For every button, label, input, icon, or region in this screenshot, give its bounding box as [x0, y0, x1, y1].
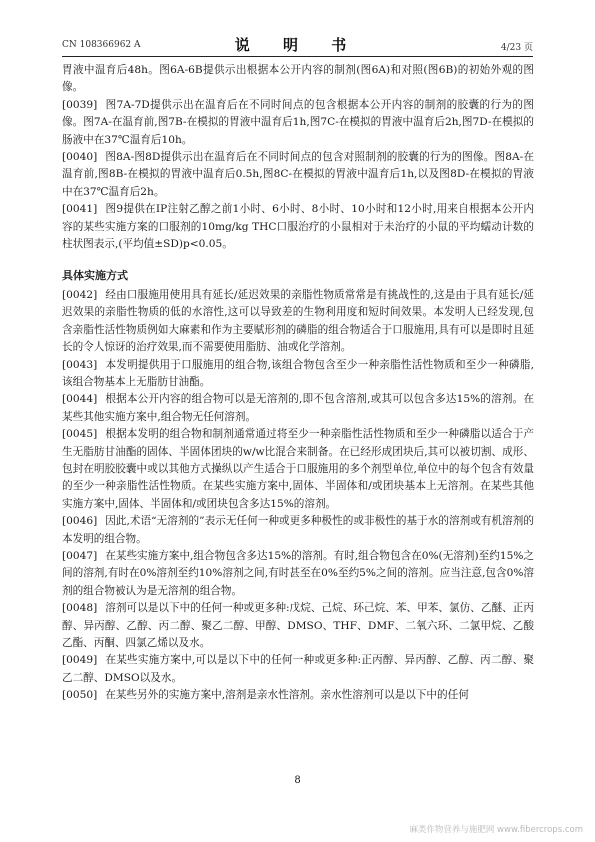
paragraph-0043: [62, 357, 534, 392]
paragraph-text: 在某些另外的实施方案中,溶剂是亲水性溶剂。亲水性溶剂可以是以下中的任何: [105, 689, 469, 702]
document-title: 说 明 书: [234, 36, 361, 54]
paragraph-0050: [62, 687, 534, 704]
page-header: [62, 34, 533, 54]
paragraph-text: 根据本公开内容的组合物可以是无溶剂的,即不包含溶剂,或其可以包含多达15%的溶剂。在某些其他实施方案中,组合物无任何溶剂。: [62, 393, 534, 423]
paragraph-0049: [62, 652, 534, 687]
paragraph-0040: [62, 149, 534, 201]
paragraph-text: 图9提供在IP注射乙醇之前1小时、6小时、8小时、10小时和12小时,用来自根据本公开内容的某些实施方案的口服剂的10mg/kg THC口服治疗的小鼠相对于未治疗的小鼠的平均蠕动计数的柱状图表示,(平均值±SD)p<0.05。: [62, 203, 534, 251]
section-heading: 具体实施方式: [62, 269, 128, 283]
paragraph-number: [0043]: [62, 358, 98, 371]
paragraph-number: [0046]: [62, 515, 98, 528]
paragraph-number: [0050]: [62, 689, 98, 702]
paragraph-number: [0044]: [62, 393, 98, 406]
paragraph-number: [0041]: [62, 203, 98, 216]
header-rule: [62, 56, 533, 57]
paragraph-0044: [62, 391, 534, 426]
paragraph-text: 胃液中温育后48h。图6A-6B提供示出根据本公开内容的制剂(图6A)和对照(图6B)的初始外观的图像。: [62, 64, 534, 94]
paragraph-0045: [62, 426, 534, 513]
paragraph-number: [0042]: [62, 288, 98, 301]
paragraph-number: [0040]: [62, 151, 98, 164]
paragraph-text: 图8A-图8D提供示出在温育后在不同时间点的包含对照制剂的胶囊的行为的图像。图8A-在温育前,图8B-在模拟的胃液中温育后0.5h,图8C-在模拟的胃液中温育后1h,以及图8D-在模拟的胃液中在37℃温育后2h。: [62, 151, 534, 198]
paragraph-0039: [62, 97, 534, 149]
paragraph-0048: [62, 600, 534, 652]
paragraph-text: 因此,术语“无溶剂的”表示无任何一种或更多种极性的或非极性的基于水的溶剂或有机溶剂的本发明的组合物。: [62, 515, 534, 545]
page-indicator: 4/23 页: [500, 43, 533, 53]
paragraph-text: 根据本发明的组合物和制剂通常通过将至少一种亲脂性活性物质和至少一种磷脂以适合于产生无脂肪甘油酯的固体、半固体团块的w/w比混合来制备。在已经形成团块后,其可以被切割、成形、包封在明胶胶囊中或以其他方式操纵以产生适合于口服施用的多个剂型单位,单位中的每个包含有效量的至少一种亲脂性活性物质。在某些实施方案中,固体、半固体和/或团块基本上无溶剂。在某些其他实施方案中,固体、半固体和/或团块包含多达15%的溶剂。: [62, 428, 534, 510]
patent-number: CN 108366962 A: [62, 40, 141, 50]
paragraph-0041: [62, 201, 534, 253]
page-number: 8: [294, 775, 301, 786]
paragraph-text: 溶剂可以是以下中的任何一种或更多种:戊烷、己烷、环己烷、苯、甲苯、氯仿、乙醚、正丙醇、异丙醇、乙醇、丙二醇、聚乙二醇、甲醇、DMSO、THF、DMF、二氧六环、二氯甲烷、乙酸乙酯、丙酮、四氯乙烯以及水。: [62, 602, 534, 649]
paragraph-number: [0047]: [62, 549, 98, 562]
paragraph-text: 经由口服施用使用具有延长/延迟效果的亲脂性物质常常是有挑战性的,这是由于具有延长/延迟效果的亲脂性物质的低的水溶性,这可以导致差的生物利用度和短时间效果。本发明人已经发现,包含亲脂性活性物质例如大麻素和作为主要赋形剂的磷脂的组合物适合于口服施用,具有可以是即时且延长的令人惊讶的治疗效果,而不需要使用脂肪、油或化学溶剂。: [62, 288, 534, 354]
watermark: 麻类作物营养与施肥网 www.fibercrops.com: [409, 825, 583, 835]
paragraph-number: [0039]: [62, 98, 98, 111]
body-text: [62, 62, 534, 705]
paragraph-continued: [62, 62, 534, 97]
paragraph-text: 本发明提供用于口服施用的组合物,该组合物包含至少一种亲脂性活性物质和至少一种磷脂,该组合物基本上无脂肪甘油酯。: [62, 358, 534, 388]
paragraph-text: 图7A-7D提供示出在温育后在不同时间点的包含根据本公开内容的制剂的胶囊的行为的图像。图7A-在温育前,图7B-在模拟的胃液中温育后1h,图7C-在模拟的胃液中温育后2h,图7D-在模拟的肠液中在37℃温育后10h。: [62, 98, 534, 146]
paragraph-0047: [62, 548, 534, 600]
paragraph-text: 在某些实施方案中,可以是以下中的任何一种或更多种:正丙醇、异丙醇、乙醇、丙二醇、聚乙二醇、DMSO以及水。: [62, 654, 534, 684]
paragraph-0042: [62, 287, 534, 357]
paragraph-number: [0049]: [62, 654, 98, 667]
paragraph-0046: [62, 513, 534, 548]
paragraph-text: 在某些实施方案中,组合物包含多达15%的溶剂。有时,组合物包含在0%(无溶剂)至约15%之间的溶剂,有时在0%溶剂至约10%溶剂之间,有时甚至在0%至约5%之间的溶剂。应当注意,包含0%溶剂的组合物被认为是无溶剂的组合物。: [62, 549, 534, 597]
paragraph-number: [0045]: [62, 428, 98, 441]
paragraph-number: [0048]: [62, 602, 98, 615]
